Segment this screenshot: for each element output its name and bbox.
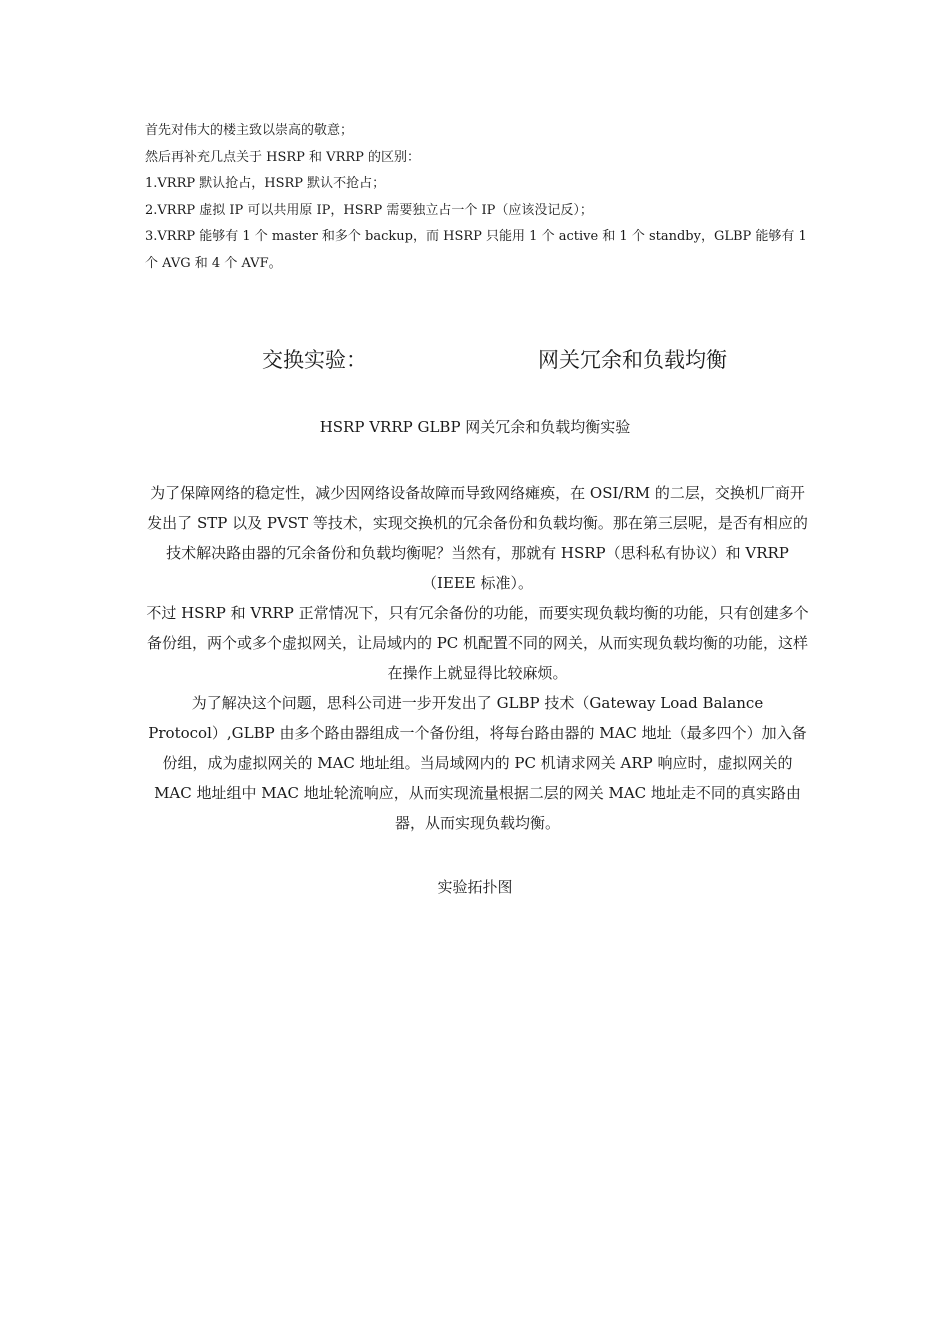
body-paragraph: 为了解决这个问题，思科公司进一步开发出了 GLBP 技术（Gateway Load Balance Protocol）,GLBP 由多个路由器组成一个备份组，将每台路由器的 MAC 地址（最多四个）加入备份组，成为虚拟网关的 MAC 地址组。当局域网内的 PC 机请求网关 ARP 响应时，虚拟网关的 MAC 地址组中 MAC 地址轮流响应，从而实现流量根据二层的网关 MAC 地址走不同的真实路由器，从而实现负载均衡。 bbox=[148, 694, 807, 832]
document-subtitle: HSRP VRRP GLBP 网关冗余和负载均衡实验 bbox=[319, 418, 631, 436]
body-paragraph: 不过 HSRP 和 VRRP 正常情况下，只有冗余备份的功能，而要实现负载均衡的功能，只有创建多个备份组，两个或多个虚拟网关，让局域内的 PC 机配置不同的网关，从而实现负载均衡的功能，这样在操作上就显得比较麻烦。 bbox=[146, 604, 809, 682]
reply-notes bbox=[145, 118, 810, 277]
document-body bbox=[145, 478, 810, 838]
document-title bbox=[0, 340, 950, 376]
title-right: 网关冗余和负载均衡 bbox=[538, 348, 727, 372]
topology-caption: 实验拓扑图 bbox=[437, 878, 513, 896]
note-line: 首先对伟大的楼主致以崇高的敬意； bbox=[145, 123, 354, 138]
note-line: 2.VRRP 虚拟 IP 可以共用原 IP，HSRP 需要独立占一个 IP（应该没记反）； bbox=[145, 202, 593, 218]
note-line: 然后再补充几点关于 HSRP 和 VRRP 的区别： bbox=[145, 149, 421, 165]
body-paragraph: 为了保障网络的稳定性，减少因网络设备故障而导致网络瘫痪，在 OSI/RM 的二层，交换机厂商开发出了 STP 以及 PVST 等技术，实现交换机的冗余备份和负载均衡。那在第三层呢，是否有相应的技术解决路由器的冗余备份和负载均衡呢？当然有，那就有 HSRP（思科私有协议）和 VRRP（IEEE 标准）。 bbox=[147, 484, 808, 592]
note-line: 1.VRRP 默认抢占，HSRP 默认不抢占； bbox=[145, 176, 386, 191]
note-line: 3.VRRP 能够有 1 个 master 和多个 backup，而 HSRP 只能用 1 个 active 和 1 个 standby，GLBP 能够有 1 个 AVG 和 4 个 AVF。 bbox=[145, 229, 807, 271]
title-left: 交换实验： bbox=[262, 348, 367, 372]
